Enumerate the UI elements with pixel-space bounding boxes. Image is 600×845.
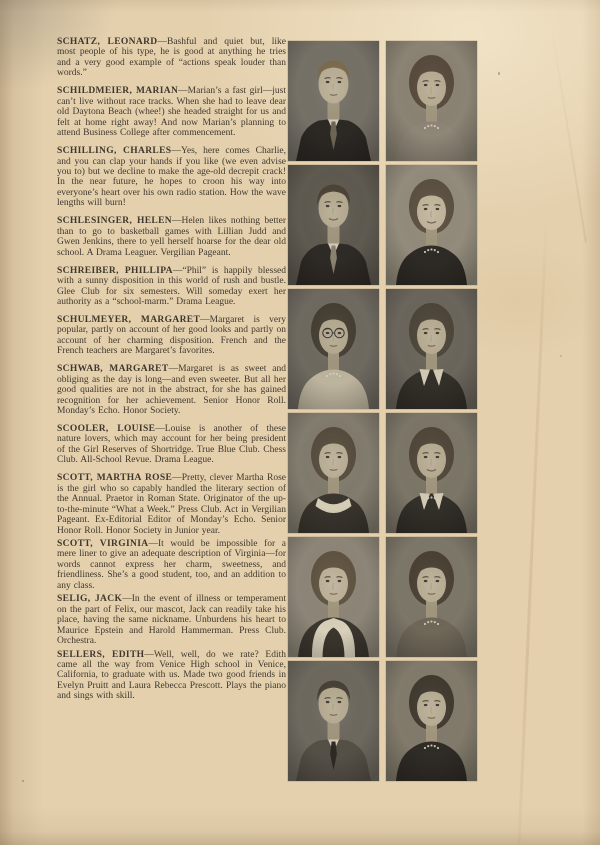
entry-text: Helen likes nothing better than to go to basketball games with Lillian Judd and Gwen Jenkins, there to yell herself hoarse for the dear old school. A Drama Leaguer. Vergilian Pageant. <box>57 216 286 258</box>
entry-dash: — <box>122 594 132 605</box>
entry-text: Marian’s a fast girl—just can’t live without race tracks. When she had to leave dear old Daytona Beach (whee!) she headed straight for us and felt at home right away! And now Marian’s planning to attend Business College after commencement. <box>57 86 287 139</box>
entry-text: It would be impossible for a mere liner to give an adequate description of Virginia—for words cannot express her charm, sweetness, and friendliness. She’s a good student, too, and an addition to any class. <box>57 539 286 591</box>
entry-dash: — <box>168 364 179 375</box>
paper-speck <box>560 355 562 357</box>
portrait-photo-4 <box>386 165 477 285</box>
entry-dash: — <box>148 539 158 550</box>
yearbook-entry <box>57 650 286 702</box>
entry-dash: — <box>200 314 210 325</box>
yearbook-entry <box>57 594 286 646</box>
entry-dash: — <box>172 473 182 484</box>
portrait-photo-5 <box>288 289 379 409</box>
portrait-photo-3 <box>288 165 379 285</box>
entry-dash: — <box>172 265 183 276</box>
text-column <box>57 37 286 705</box>
entry-text: Louise is another of these nature lovers, which may account for her being president of the Girl Reserves of Shortridge. True Blue Club. Chess Club. All-School Revue. Drama League. <box>57 424 286 466</box>
entry-name: SCHILLING, CHARLES <box>57 146 172 157</box>
portrait-photo-1 <box>288 41 379 161</box>
entry-text: Margaret is as sweet and obliging as the day is long—and even sweeter. But all her good qualities are not in the abstract, for she has gained recognition for her achievement. Senior Honor Roll. Monday’s Echo. Honor Society. <box>57 364 287 417</box>
entry-dash: — <box>155 424 165 434</box>
yearbook-entry <box>57 86 286 138</box>
entry-name: SELIG, JACK <box>57 594 123 605</box>
entry-name: SCOTT, MARTHA ROSE <box>57 473 173 484</box>
paper-speck <box>498 72 500 75</box>
yearbook-entry <box>57 364 286 416</box>
yearbook-entry <box>57 539 286 591</box>
portrait-photo-7 <box>288 413 379 533</box>
portrait-photo-8 <box>386 413 477 533</box>
entry-text: Bashful and quiet but, like most people of his type, he is good at anything he tries and a very good example of “actions speak louder than words.” <box>57 37 286 79</box>
entry-dash: — <box>144 649 154 660</box>
entry-name: SELLERS, EDITH <box>57 649 145 660</box>
portrait-photo-10 <box>386 537 477 657</box>
yearbook-entry <box>57 315 286 357</box>
entry-dash: — <box>178 86 188 97</box>
portrait-photo-11 <box>288 661 379 781</box>
entry-name: SCHATZ, LEONARD <box>57 37 158 47</box>
entry-name: SCHREIBER, PHILLIPA <box>57 265 173 276</box>
entry-dash: — <box>157 37 167 47</box>
yearbook-entry <box>57 266 286 308</box>
entry-dash: — <box>171 146 181 157</box>
yearbook-entry <box>57 37 286 79</box>
portrait-photo-9 <box>288 537 379 657</box>
portrait-photo-12 <box>386 661 477 781</box>
entry-text: “Phil” is happily blessed with a sunny disposition in this world of rush and bustle. Glee Club for six semesters. Will someday exert her authority as a “school-marm.” Drama League. <box>57 265 286 307</box>
entry-text: In the event of illness or temperament on the part of Felix, our mascot, Jack can readily take his place, having the same nickname. Unburdens his heart to Maurice Epstein and Harold Hammerman. Press Club. Orchestra. <box>57 594 286 647</box>
entry-name: SCHWAB, MARGARET <box>57 364 169 375</box>
photo-grid <box>288 41 477 781</box>
portrait-photo-2 <box>386 41 477 161</box>
entry-text: Pretty, clever Martha Rose is the girl who so capably handled the literary section of the Annual. Praetor in Roman State. Originator of the up-to-the-minute “What a Week.” Press Club. Act in Vergilian Pageant. Ex-Editorial Editor of Monday’s Echo. Senior Honor Roll. Honor Society in Junior year. <box>57 473 286 536</box>
paper-crease-upper <box>552 35 587 243</box>
entry-name: SCOTT, VIRGINIA <box>57 539 149 550</box>
entry-name: SCHILDMEIER, MARIAN <box>57 86 179 97</box>
entry-text: Well, well, do we rate? Edith came all the way from Venice High school in Venice, California, to graduate with us. Made two good friends in Evelyn Pruitt and Laura Rebecca Prescott. Plays the piano and sings with skill. <box>57 649 286 702</box>
entry-text: Margaret is very popular, partly on account of her good looks and partly on account of her charming disposition. French and the French teachers are Margaret’s favorites. <box>57 314 286 357</box>
yearbook-entry <box>57 146 286 209</box>
yearbook-entry <box>57 216 286 258</box>
entry-text: Yes, here comes Charlie, and you can clap your hands if you like (we even advise you to) but we decline to make the age-old decrepit crack! In the near future, he hopes to croon his way into everyone’s heart over his own radio station. How the wave lengths will burn! <box>57 146 287 209</box>
paper-speck <box>22 780 24 782</box>
yearbook-entry <box>57 424 286 466</box>
entry-name: SCOOLER, LOUISE <box>57 424 156 434</box>
entry-name: SCHULMEYER, MARGARET <box>57 314 201 325</box>
entry-name: SCHLESINGER, HELEN <box>57 216 172 227</box>
paper-crease <box>517 215 548 845</box>
portrait-photo-6 <box>386 289 477 409</box>
yearbook-entry <box>57 473 286 536</box>
entry-dash: — <box>171 216 182 227</box>
